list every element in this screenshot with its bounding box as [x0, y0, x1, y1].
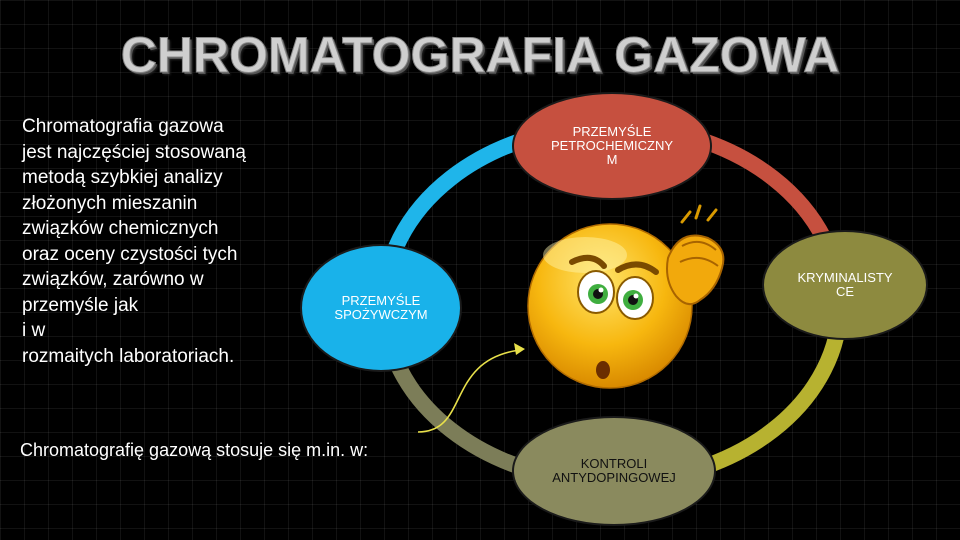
- description-line: jest najczęściej stosowaną: [22, 141, 246, 163]
- node-forensics: [762, 230, 928, 340]
- node-petrochemical: [512, 92, 712, 200]
- node-label-line: PRZEMYŚLE: [341, 293, 421, 308]
- node-label-line: PETROCHEMICZNY: [550, 138, 674, 153]
- description-line: oraz oceny czystości tych: [22, 243, 238, 265]
- description-line: przemyśle jak: [22, 294, 139, 316]
- node-label-line: KONTROLI: [580, 456, 648, 471]
- description-line: rozmaitych laboratoriach.: [22, 345, 235, 367]
- node-label-line: ANTYDOPINGOWEJ: [552, 470, 676, 485]
- description-line: metodą szybkiej analizy: [22, 167, 223, 188]
- usage-caption: Chromatografię gazową stosuje się m.in. w:: [20, 440, 369, 460]
- description-line: związków, zarówno w: [22, 269, 204, 290]
- node-label-line: M: [606, 152, 618, 167]
- page-title: CHROMATOGRAFIA GAZOWA: [120, 27, 840, 83]
- node-antidoping: [512, 416, 716, 526]
- node-label-line: SPOŻYWCZYM: [334, 307, 428, 322]
- node-food-industry: [300, 244, 462, 372]
- description-line: związków chemicznych: [22, 218, 219, 239]
- confused-emoji-icon: [528, 206, 723, 388]
- node-label-line: PRZEMYŚLE: [572, 124, 652, 139]
- node-label-line: KRYMINALISTY: [797, 270, 893, 285]
- description-line: Chromatografia gazowa: [22, 116, 224, 137]
- description-line: i w: [22, 320, 46, 341]
- node-label-line: CE: [835, 284, 855, 299]
- description-line: złożonych mieszanin: [22, 192, 198, 214]
